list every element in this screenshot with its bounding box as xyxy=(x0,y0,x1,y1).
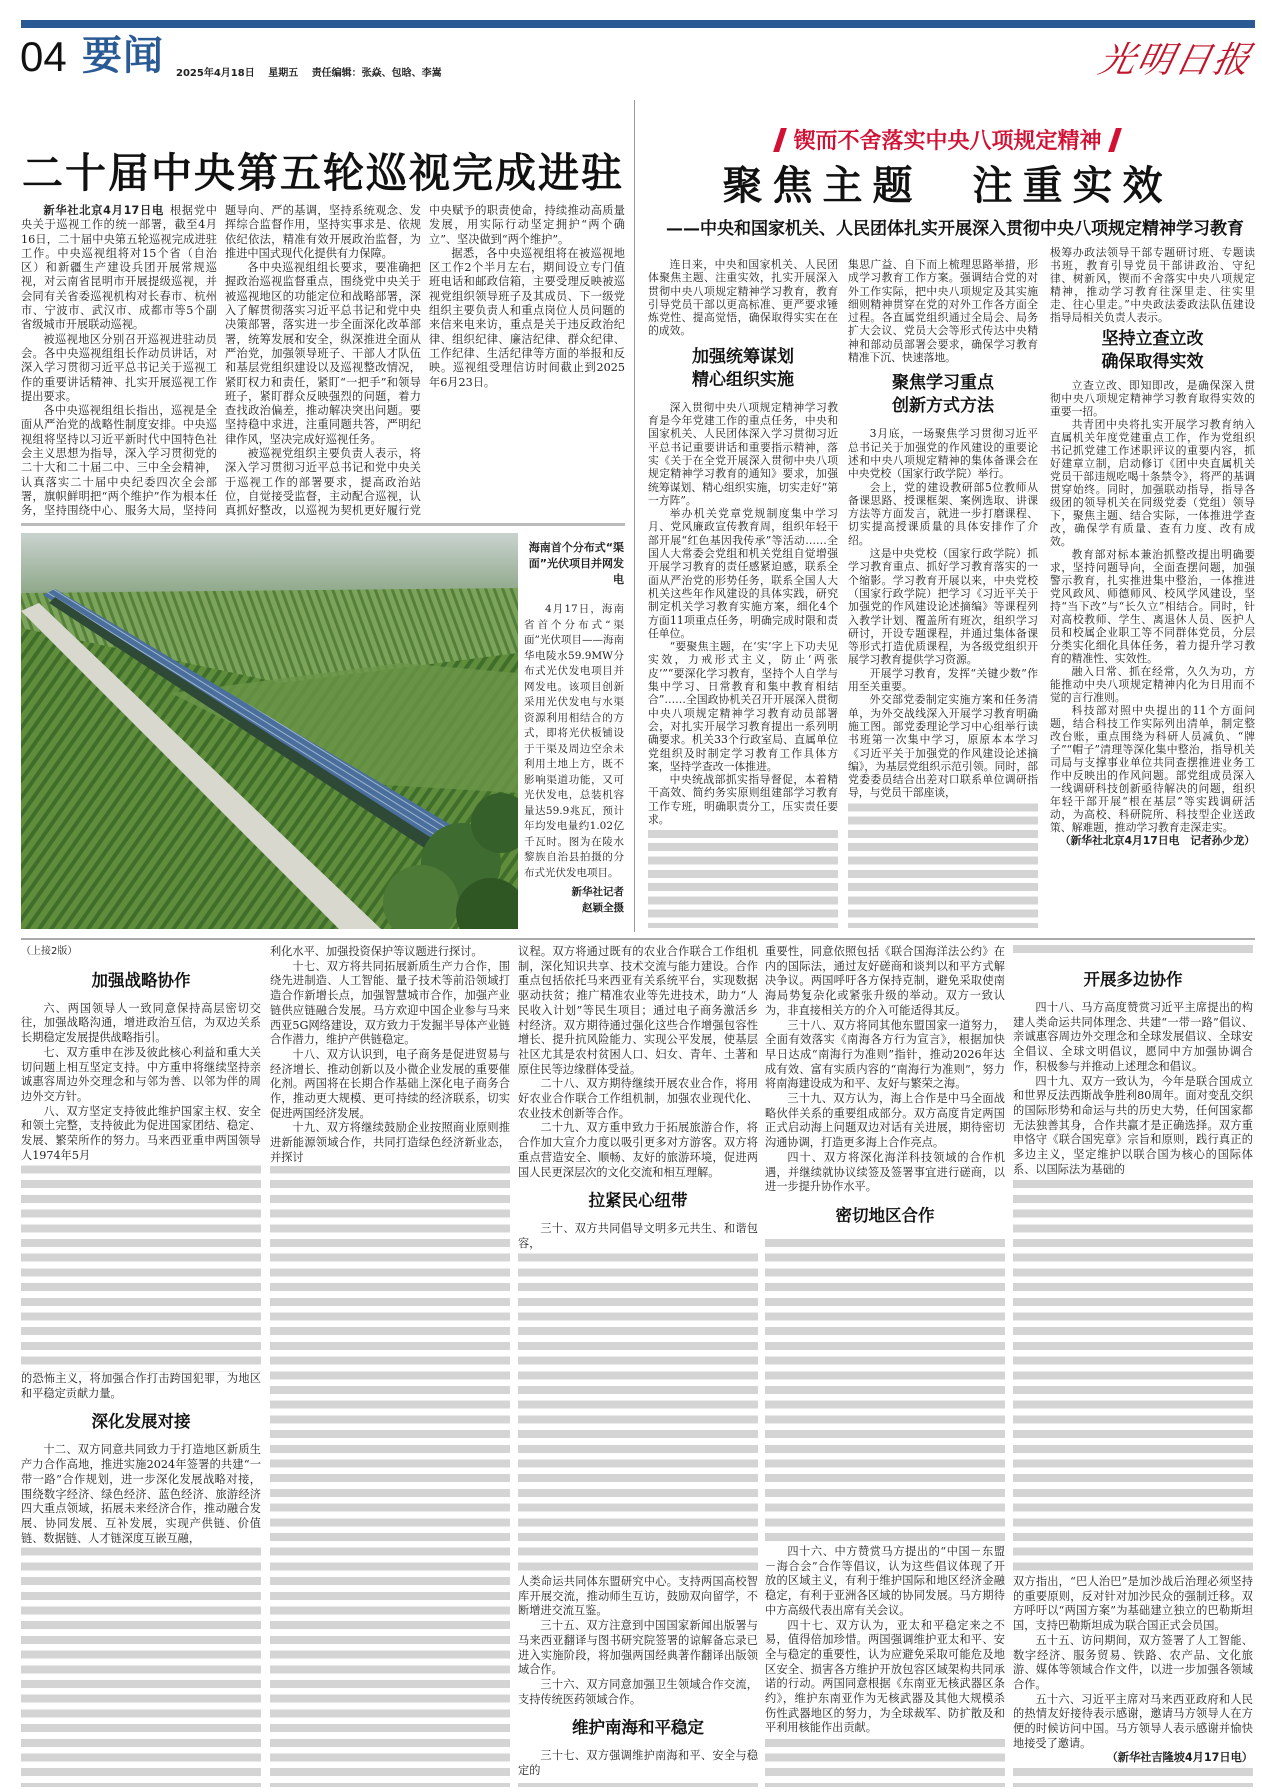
feature-subtitle: ——中央和国家机关、人民团体扎实开展深入贯彻中央八项规定精神学习教育 xyxy=(666,219,1244,239)
paragraph-text: 3月底，一场聚焦学习贯彻习近平总书记关于加强党的作风建设的重要论述和中央八项规定精神的集体备课会在中央党校（国家行政学院）举行。 xyxy=(848,427,1038,481)
subheading xyxy=(21,970,261,992)
dateline-lead: 新华社北京4月17日电 xyxy=(43,204,164,217)
paragraph xyxy=(21,1443,261,1546)
paragraph xyxy=(648,507,838,640)
statement-column-4 xyxy=(765,945,1005,1787)
issue-weekday: 星期五 xyxy=(268,68,299,79)
subheading xyxy=(21,1411,261,1433)
paragraph-text: 三十八、双方将同其他东盟国家一道努力，全面有效落实《南海各方行为宣言》，根据加快早日达成“南海行为准则”指针，推动2026年达成有效、富有实质内容的“南海行为准则”，努力将南海建设成为和平、友好与繁荣之海。 xyxy=(765,1018,1005,1091)
paragraph-text: 外交部党委制定实施方案和任务清单，为外交战线深入开展学习教育明确施工图。部党委理论学习中心组举行读书班第一次集中学习，原原本本学习《习近平关于加强党的作风建设论述摘编》，为基层党组织示范引领。同时，部党委委员结合出差对口联系单位调研指导，与党员干部座谈， xyxy=(848,693,1038,800)
paragraph-text: 八、双方坚定支持彼此维护国家主权、安全和领土完整，支持彼此为促进国家团结、稳定、发展、繁荣所作的努力。马来西亚重申两国领导人1974年5月 xyxy=(21,1104,261,1162)
paragraph-text: 融入日常、抓在经常，久久为功，方能推动中央八项规定精神内化为日用而不觉的言行准则。 xyxy=(1050,665,1255,704)
paragraph xyxy=(429,247,625,390)
byline-credit: （新华社吉隆坡4月17日电） xyxy=(1106,1751,1253,1765)
paragraph-text: 二十九、双方重申致力于拓展旅游合作，将合作加大宣介力度以吸引更多对方游客。双方将重点营造安全、顺畅、友好的旅游环境，促进两国人民更深层次的文化交流和相互理解。 xyxy=(518,1121,758,1179)
paragraph-text: 六、两国领导人一致同意保持高层密切交往，加强战略沟通，增进政治互信，为双边关系长期稳定发展提供战略指引。 xyxy=(21,1001,261,1045)
paragraph-text: 十八、双方认识到，电子商务是促进贸易与经济增长、推动创新以及小微企业发展的重要催化剂。两国将在长期合作基础上深化电子商务合作，推动更大规模、更可持续的经济联系，切实促进两国经济发展。 xyxy=(270,1047,510,1120)
paragraph xyxy=(848,547,1038,667)
paragraph xyxy=(1013,1001,1253,1075)
text-block xyxy=(648,258,838,826)
masthead-bar xyxy=(21,20,1255,28)
horizon-haze xyxy=(21,533,518,593)
photo-credit xyxy=(524,885,624,916)
paragraph xyxy=(848,427,1038,480)
paragraph-text: 中央统战部抓实指导督促，本着精干高效、简约务实原则组建部学习教育工作专班，明确职责分工，压实责任要求。 xyxy=(648,773,838,826)
paragraph-text: 三十九、双方认为，海上合作是中马全面战略伙伴关系的重要组成部分。双方高度肯定两国正式启动海上问题双边对话有关进展，期待密切沟通协调，打造更多海上合作亮点。 xyxy=(765,1092,1005,1150)
subheading-line: 坚持立查立改 xyxy=(1101,329,1204,349)
paragraph-text: 共青团中央将扎实开展学习教育纳入直属机关年度党建重点工作，作为党组织书记抓党建工作述职评议的重要内容，抓好建章立制，启动修订《团中央直属机关党员干部违规吃喝十条禁令》，将严的基调贯穿始终。同时，加强联动指导，指导各级团的领导机关在同级党委（党组）领导下，聚焦主题、结合实际，一体推进学查改，确保学有质量、查有力度、改有成效。 xyxy=(1050,418,1255,548)
text-block xyxy=(848,258,1038,800)
paragraph-text: 深入贯彻中央八项规定精神学习教育是今年党建工作的重点任务，中央和国家机关、人民团体深入学习贯彻习近平总书记重要讲话和重要指示精神，落实《关于在全党开展深入贯彻中央八项规定精神学习教育的通知》要求，加强统筹谋划、精心组织实施，切实走好“第一方阵”。 xyxy=(648,400,838,507)
paragraph xyxy=(21,333,217,404)
paragraph-text: 利化水平、加强投资保护等议题进行探讨。 xyxy=(270,945,483,958)
paragraph-text: 四十七、双方认为，亚太和平稳定来之不易，值得倍加珍惜。两国强调维护亚太和平、安全与稳定的重要性，认为应避免采取可能危及地区安全、损害各方维护开放包容区域架构共同承诺的行动。两国同意根据《东南亚无核武器区条约》，维护东南亚作为无核武器及其他大规模杀伤性武器地区的努力，为全球裁军、防扩散及和平利用核能作出贡献。 xyxy=(765,1618,1005,1735)
paragraph-text: 的恐怖主义，将加强合作打击跨国犯罪，为地区和平稳定贡献力量。 xyxy=(21,1372,261,1400)
paragraph xyxy=(1050,246,1255,324)
paragraph xyxy=(1013,1634,1253,1693)
photo-illustration xyxy=(21,533,518,929)
section-title: 要闻 xyxy=(82,33,164,79)
paragraph-text: 集思广益、自下而上梳理思路举措，形成学习教育工作方案。强调结合党的对外工作实际，把中央八项规定及其实施细则精神贯穿在党的对外工作各方面全过程。各直属党组织通过全局会、局务扩大会议、党员大会等形式传达中央精神和部动员部署会要求，确保学习教育精准下沉、快速落地。 xyxy=(848,258,1038,365)
paragraph-text: 人类命运共同体东盟研究中心。支持两国高校智库开展交流，推动师生互访，鼓励双向留学，不断增进交流互鉴。 xyxy=(518,1575,758,1618)
paragraph-text: 二十八、双方期待继续开展农业合作，将用好农业合作联合工作组机制，加强农业现代化、农业技术创新等合作。 xyxy=(518,1077,758,1120)
paragraph-text: 五十五、访问期间，双方签署了人工智能、数字经济、服务贸易、铁路、农产品、文化旅游、媒体等领域合作文件，以进一步加强各领域合作。 xyxy=(1013,1633,1253,1691)
paragraph xyxy=(848,481,1038,547)
paragraph xyxy=(848,258,1038,364)
issue-date: 2025年4月18日 xyxy=(176,68,255,79)
paragraph-text: 举办机关党章党规制度集中学习月、党风廉政宣传教育周，组织年轻干部开展“红色基因我传承”等活动……全国人大常委会党组和机关党组自觉增强开展学习教育的责任感紧迫感，联系全面从严治党的形势任务，联系全国人大机关这些年作风建设的具体实践，研究制定机关学习教育实施方案，细化4个方面11项重点任务，明确完成时限和责任单位。 xyxy=(648,507,838,640)
paragraph xyxy=(21,1046,261,1105)
paragraph xyxy=(21,204,217,333)
statement-column-3 xyxy=(518,945,758,1787)
paragraph xyxy=(518,1077,758,1121)
paragraph-text: 会上，党的建设教研部5位教师从备课思路、授课框架、案例选取、讲课方法等方面发言，就进一步打磨课程、切实提高授课质量的具体安排作了介绍。 xyxy=(848,480,1038,547)
photo-caption xyxy=(524,540,624,916)
text-block xyxy=(765,945,1005,1237)
feature-title: 聚焦主题 注重实效 xyxy=(722,162,1173,209)
paragraph-text: 十七、双方将共同拓展新质生产力合作，围绕先进制造、人工智能、量子技术等前沿领域打造合作新增长点，加强智慧城市合作，加强产业链供应链融合发展。马方欢迎中国企业参与马来西亚5G网络建设，双方致力于发掘半导体产业链合作潜力，维护产供链稳定。 xyxy=(270,959,510,1047)
text-block xyxy=(1013,1575,1253,1766)
segment xyxy=(21,945,261,1163)
subheading-line: 加强统筹谋划 xyxy=(692,346,794,367)
subheading-line: 精心组织实施 xyxy=(692,369,794,390)
paragraph xyxy=(1050,379,1255,418)
paragraph-text: 连日来，中央和国家机关、人民团体聚焦主题、注重实效，扎实开展深入贯彻中央八项规定精神学习教育，教育引导党员干部以更高标准、更严要求锤炼党性、提高觉悟，确保取得实实在在的成效。 xyxy=(648,258,838,338)
paragraph xyxy=(648,401,838,507)
subheading-line: 密切地区合作 xyxy=(835,1205,935,1225)
paragraph xyxy=(518,1222,758,1251)
paragraph-text: 四十、双方将深化海洋科技领域的合作机遇，并继续就协议续签及签署事宜进行磋商，以进一步提升协作水平。 xyxy=(765,1150,1005,1194)
feature-column-1 xyxy=(648,258,838,928)
paragraph xyxy=(1013,1075,1253,1178)
paragraph xyxy=(765,1092,1005,1151)
subheading-line: 深化发展对接 xyxy=(91,1412,191,1432)
paragraph-text: 四十六、中方赞赏马方提出的“中国－东盟－海合会”合作等倡议，认为这些倡议体现了开放的区域主义，有利于维护国际和地区经济金融稳定，有利于亚洲各区域的协同发展。马方期待中方高级代表出席有关会议。 xyxy=(765,1545,1005,1617)
section-divider xyxy=(21,523,625,526)
paragraph-text: 被巡视地区分别召开巡视进驻动员会。各中央巡视组组长作动员讲话，对深入学习贯彻习近平总书记关于巡视工作的重要讲话精神、扎实开展巡视工作提出要求。 xyxy=(21,332,217,403)
paragraph-text: 各中央巡视组组长要求，要准确把握政治巡视监督重点，围绕党中央关于被巡视地区的功能定位和战略部署，深入了解贯彻落实习近平总书记和党中央决策部署，落实进一步全面深化改革部署，统筹发展和安全，纵深推进全面从严治党，加强领导班子、干部人才队伍和基层党组织建设以及巡视整改情况，紧盯权力和责任，紧盯“一把手”和领导班子，紧盯群众反映强烈的问题，着力查找政治偏差，推动解决突出问题。要坚持稳中求进，注重同题共答，严明纪律作风，坚决完成好巡视任务。 xyxy=(225,261,421,446)
paragraph xyxy=(765,1545,1005,1619)
paragraph-text: 三十五、双方注意到中国国家新闻出版署与马来西亚翻译与图书研究院签署的谅解备忘录已进入实施阶段，将加强两国经典著作翻译出版领域合作。 xyxy=(518,1619,758,1677)
paragraph xyxy=(225,261,421,447)
subheading-line: 聚焦学习重点 xyxy=(892,373,994,394)
caption-text: 4月17日，海南省首个分布式“渠面”光伏项目——海南华电陵水59.9MW分布式光伏发电项目并网发电。该项目创新采用光伏发电与水渠资源利用相结合的方式，即将光伏板铺设于干渠及周边空余未利用土地上方，既不影响渠道功能，又可光伏发电，总装机容量达59.9兆瓦，预计年均发电量约1.02亿千瓦时。图为在陵水黎族自治县拍摄的分布式光伏发电项目。 xyxy=(524,603,624,879)
paragraph-text: 这是中央党校（国家行政学院）抓学习教育重点、抓好学习教育落实的一个缩影。学习教育开展以来，中央党校（国家行政学院）把学习《习近平关于加强党的作风建设论述摘编》等课程列入教学计划、覆盖所有班次，组织学习研讨，开设专题课程，并通过集体备课等形式打造优质课程，为各级党组织开展学习教育提供学习资源。 xyxy=(848,547,1038,667)
paragraph-text: 五十六、习近平主席对马来西亚政府和人民的热情友好接待表示感谢，邀请马方领导人在方便的时候访问中国。马方领导人表示感谢并愉快地接受了邀请。 xyxy=(1013,1692,1253,1750)
text-block xyxy=(1013,959,1253,1177)
statement-column-1 xyxy=(21,945,261,1787)
paragraph xyxy=(518,1619,758,1678)
paragraph-text: 被巡视党组织主要负责人表示，将深入学习贯彻习近平总书记和党中央关于巡视工作的部署要求，提高政治站位，自觉接受监督，主动配合巡视，认真抓好整改，以巡视为契机更好履行党中央赋予的职责使命，持续推动高质量发展，用实际行动坚定拥护“两个确立”、坚决做到“两个维护”。 xyxy=(225,204,625,518)
subheading-line: 创新方式方法 xyxy=(892,396,994,417)
paragraph-text: 三十、双方共同倡导文明多元共生、和谐包容， xyxy=(518,1222,758,1250)
lead-article-body xyxy=(21,204,625,520)
paragraph xyxy=(648,258,838,338)
paragraph-text: 据悉，各中央巡视组将在被巡视地区工作2个半月左右，期间设立专门值班电话和邮政信箱，主要受理反映被巡视党组织领导班子及其成员、下一级党组织主要负责人和重点岗位人员问题的来信来电来访，重点是关于违反政治纪律、组织纪律、廉洁纪律、群众纪律、工作纪律、生活纪律等方面的举报和反映。巡视组受理信访时间截止到2025年6月23日。 xyxy=(429,246,625,389)
paragraph xyxy=(765,1151,1005,1195)
statement-column-2 xyxy=(270,945,510,1787)
paragraph xyxy=(848,667,1038,694)
caption-title: 海南首个分布式“渠面”光伏项目并网发电 xyxy=(528,541,624,586)
subheading-line: 加强战略协作 xyxy=(91,970,191,990)
editors: 责任编辑：张焱、包晗、李嵩 xyxy=(311,68,442,79)
paragraph xyxy=(270,960,510,1048)
section-divider xyxy=(21,938,1255,940)
solar-canal-photo xyxy=(21,533,518,929)
paragraph-text: 十九、双方将继续鼓励企业按照商业原则推进新能源领域合作，共同打造绿色经济新业态，并探讨 xyxy=(270,1121,510,1164)
credit-agency: 新华社记者 xyxy=(571,886,624,898)
subheading xyxy=(648,346,838,392)
paragraph xyxy=(765,1619,1005,1737)
feature-column-3 xyxy=(1050,246,1255,930)
paragraph-text: 议程。双方将通过既有的农业合作联合工作组机制，深化知识共享、技术交流与能力建设。合作重点包括依托马来西亚有关系统平台，实现数据驱动扶贫；推广精准农业等先进技术，助力“人民收入计划”等民生项目；通过电子商务激活乡村经济。双方期待通过强化这些合作增强包容性增长、提升抗风险能力、实现公平发展，使基层社区尤其是农村贫困人口、妇女、青年、土著和原住民等边缘群体受益。 xyxy=(518,945,758,1076)
paragraph xyxy=(518,1121,758,1180)
subheading xyxy=(765,1205,1005,1227)
subheading xyxy=(1013,969,1253,991)
column-divider xyxy=(634,100,635,932)
text-block xyxy=(270,945,510,1166)
paragraph-text: 四十九、双方一致认为，今年是联合国成立和世界反法西斯战争胜利80周年。面对变乱交织的国际形势和命运与共的历史大势，任何国家都无法独善其身，合作共赢才是正确选择。双方重申恪守《联合国宪章》宗旨和原则，践行真正的多边主义，坚定维护以联合国为核心的国际体系、以国际法为基础的 xyxy=(1013,1074,1253,1176)
subheading xyxy=(518,1190,758,1212)
continued-note: （上接2版） xyxy=(21,946,78,957)
paragraph-text: 立查立改、即知即改，是确保深入贯彻中央八项规定精神学习教育取得实效的重要一招。 xyxy=(1050,379,1255,418)
text-block xyxy=(765,1545,1005,1736)
paragraph-text: 十二、双方同意共同致力于打造地区新质生产力合作高地，推进实施2024年签署的共建“一带一路”合作规划，进一步深化发展战略对接，围绕数字经济、绿色经济、蓝色经济、旅游经济四大重点领域，拓展未来经济合作，推动融合发展、协同发展、互补发展，实现产供链、价值链、数据链、人才链深度互嵌互融， xyxy=(21,1443,261,1545)
text-block xyxy=(518,1575,758,1779)
paragraph xyxy=(1013,1693,1253,1752)
paragraph xyxy=(518,1575,758,1619)
paragraph-text: 双方指出，“巴人治巴”是加沙战后治理必须坚持的重要原则，反对针对加沙民众的强制迁移。双方呼吁以“两国方案”为基础建立独立的巴勒斯坦国，支持巴勒斯坦成为联合国正式会员国。 xyxy=(1013,1575,1253,1633)
subheading-line: 确保取得实效 xyxy=(1101,352,1204,372)
paragraph xyxy=(270,1121,510,1165)
paragraph-text: 各中央巡视组组长指出，巡视是全面从严治党的战略性制度安排。中央巡视组将坚持以习近平新时代中国特色社会主义思想为指导，深入学习贯彻党的二十大和二十届二中、三中全会精神，认真落实二十届中央纪委四次全会部署，旗帜鲜明把“两个维护”作为根本任务，坚持围绕中心、服务大局，坚持问题导向、严的基调，坚持系统观念、发挥综合监督作用，坚持实事求是、依规依纪依法，精准有效开展政治监督，为推进中国式现代化提供有力保障。 xyxy=(21,204,421,518)
paragraph-text: 三十七、双方强调维护南海和平、安全与稳定的 xyxy=(518,1749,758,1778)
paragraph-text: 三十六、双方同意加强卫生领域合作交流，支持传统医药领域合作。 xyxy=(518,1677,758,1706)
paragraph xyxy=(21,1105,261,1164)
paragraph xyxy=(1050,418,1255,548)
paragraph-text: 七、双方重申在涉及彼此核心利益和重大关切问题上相互坚定支持。中方重申将继续坚持亲诚惠容周边外交理念和与邻为善、以邻为伴的周边外交方针。 xyxy=(21,1045,261,1103)
paragraph xyxy=(765,1019,1005,1093)
subheading-line: 维护南海和平稳定 xyxy=(572,1718,704,1738)
byline-credit: （新华社北京4月17日电 记者孙少龙） xyxy=(1059,834,1255,847)
paragraph xyxy=(1050,665,1255,704)
paragraph xyxy=(1013,1575,1253,1634)
feature-kicker xyxy=(640,124,1255,155)
subheading-line: 开展多边协作 xyxy=(1083,970,1183,989)
paragraph xyxy=(648,640,838,773)
paragraph xyxy=(648,773,838,826)
paragraph xyxy=(21,1002,261,1046)
paragraph-text: 科技部对照中央提出的11个方面问题，结合科技工作实际列出清单，制定整改台账，重点围绕为科研人员减负、“牌子”“帽子”清理等深化集中整治，指导机关司局与支撑事业单位共同查摆推进业务工作中反映出的作风问题。部党组成员深入一线调研科技创新亟待解决的问题，组织年轻干部开展“根在基层”等实践调研活动，为高校、科研院所、科技型企业送政策、解难题，推动学习教育走深走实。 xyxy=(1050,704,1255,834)
paragraph-text: 根据党中央关于巡视工作的统一部署，截至4月16日，二十届中央第五轮巡视完成进驻工作。中央巡视组将对15个省（自治区）和新疆生产建设兵团开展常规巡视，对云南省昆明市开展提级巡视，并会同有关省委巡视机构对长春市、杭州市、宁波市、武汉市、成都市等5个副省级城市开展联动巡视。 xyxy=(21,204,217,332)
subheading xyxy=(1050,328,1255,374)
paragraph xyxy=(1050,548,1255,665)
newspaper-logo: 光明日报 xyxy=(1094,40,1256,81)
lead-headline: 二十届中央第五轮巡视完成进驻 xyxy=(22,149,624,197)
subheading xyxy=(518,1717,758,1739)
paragraph xyxy=(518,1678,758,1707)
paragraph-text: 四十八、马方高度赞赏习近平主席提出的构建人类命运共同体理念、共建“一带一路”倡议、亲诚惠容周边外交理念和全球发展倡议、全球安全倡议、全球文明倡议，愿同中方加强协调合作，积极参与并推动上述理念和倡议。 xyxy=(1013,1001,1253,1073)
paragraph xyxy=(518,945,758,1077)
kicker-bar-left xyxy=(774,128,788,152)
statement-column-5 xyxy=(1013,945,1253,1787)
feature-column-2 xyxy=(848,258,1038,928)
paragraph xyxy=(21,1372,261,1401)
kicker-text: 锲而不舍落实中央八项规定精神 xyxy=(793,129,1102,154)
subheading xyxy=(848,372,1038,418)
text-block xyxy=(21,1372,261,1546)
paragraph xyxy=(1050,704,1255,834)
paragraph xyxy=(518,1749,758,1778)
credit-photographer: 赵颖全摄 xyxy=(582,901,624,914)
paragraph xyxy=(848,693,1038,799)
text-block xyxy=(1050,246,1255,847)
text-block xyxy=(21,970,261,1164)
kicker-bar-right xyxy=(1108,128,1122,152)
text-block xyxy=(518,945,758,1252)
paragraph-text: 重要性，同意依照包括《联合国海洋法公约》在内的国际法，通过友好磋商和谈判以和平方式解决争议。两国呼吁各方保持克制，避免采取使南海局势复杂化或紧张升级的举动。双方一致认为，非直接相关方的介入可能适得其反。 xyxy=(765,945,1005,1017)
paragraph xyxy=(270,1048,510,1122)
paragraph-text: 教育部对标本兼治抓整改提出明确要求，坚持问题导向，全面查摆问题，加强警示教育，扎实推进集中整治，一体推进党风政风、师德师风、校风学风建设，坚持“当下改”与“长久立”相结合。同时，针对高校教师、学生、离退休人员、医护人员和校属企业职工等不同群体党员，分层分类实化细化具体任务，着力提升学习教育的精准性、实效性。 xyxy=(1050,548,1255,665)
paragraph-text: 极筹办政法领导干部专题研讨班、专题读书班，教育引导党员干部讲政治、守纪律、树新风，锲而不舍落实中央八项规定精神，推动学习教育往深里走、往实里走、往心里走。”中央政法委政法队伍建设指导局相关负责人表示。 xyxy=(1050,246,1255,324)
paragraph xyxy=(270,945,510,960)
page-number: 04 xyxy=(20,33,67,80)
paragraph-text: “要聚焦主题，在‘实’字上下功夫见实效，力戒形式主义，防止‘两张皮’”“要深化学习教育，坚持个人自学与集中学习、日常教育和集中教育相结合”……全国政协机关召开开展深入贯彻中央八项规定精神学习教育动员部署会，对扎实开展学习教育提出一系列明确要求。机关33个行政室局、直属单位党组织及时制定学习教育工作具体方案，坚持学查改一体推进。 xyxy=(648,640,838,773)
paragraph xyxy=(765,945,1005,1019)
subheading-line: 拉紧民心纽带 xyxy=(588,1191,688,1211)
dateline xyxy=(176,64,452,79)
paragraph-text: 开展学习教育，发挥“关键少数”作用至关重要。 xyxy=(848,666,1038,694)
